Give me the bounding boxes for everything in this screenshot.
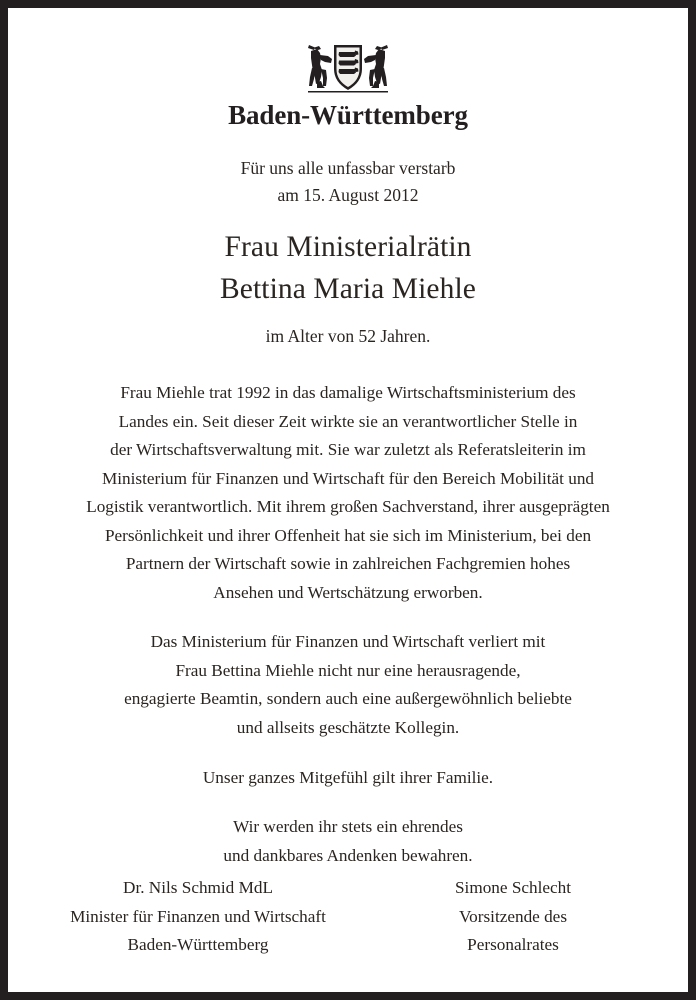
paragraph-2-line-2: Frau Bettina Miehle nicht nur eine herausragende, xyxy=(175,660,521,680)
signature-right xyxy=(363,874,663,960)
intro-line-2: am 15. August 2012 xyxy=(277,184,419,205)
paragraph-1-line-6: Persönlichkeit und ihrer Offenheit hat sie sich im Ministerium, bei den xyxy=(104,525,592,545)
paragraph-4-line-2: und dankbares Andenken bewahren. xyxy=(223,845,473,865)
signature-right-role-1: Vorsitzende des xyxy=(458,906,568,926)
signature-block xyxy=(8,874,688,960)
paragraph-1-line-1: Frau Miehle trat 1992 in das damalige Wirtschaftsministerium des xyxy=(120,382,576,402)
obituary-notice-page xyxy=(8,8,688,992)
deceased-name-block xyxy=(220,226,476,311)
body-paragraph-3 xyxy=(60,764,636,793)
paragraph-1-line-8: Ansehen und Wertschätzung erworben. xyxy=(213,582,483,602)
paragraph-3-line-1: Unser ganzes Mitgefühl gilt ihrer Familie. xyxy=(202,767,494,787)
signature-right-name: Simone Schlecht xyxy=(455,877,571,897)
signature-left-name: Dr. Nils Schmid MdL xyxy=(123,877,273,897)
baden-wuerttemberg-coat-of-arms-icon xyxy=(299,38,397,96)
deceased-name: Bettina Maria Miehle xyxy=(220,273,476,305)
body-copy xyxy=(60,349,636,870)
body-paragraph-4 xyxy=(60,813,636,870)
signature-left-role: Minister für Finanzen und Wirtschaft xyxy=(70,906,326,926)
body-paragraph-1 xyxy=(60,379,636,607)
paragraph-1-line-7: Partnern der Wirtschaft sowie in zahlreichen Fachgremien hohes xyxy=(125,554,571,574)
paragraph-1-line-4: Ministerium für Finanzen und Wirtschaft für den Bereich Mobilität und xyxy=(101,468,595,488)
signature-right-role-2: Personalrates xyxy=(467,935,559,955)
paragraph-1-line-2: Landes ein. Seit dieser Zeit wirkte sie an verantwortlicher Stelle in xyxy=(118,411,578,431)
paragraph-2-line-4: und allseits geschätzte Kollegin. xyxy=(236,717,460,737)
signature-left-state: Baden-Württemberg xyxy=(127,935,269,955)
crest-block xyxy=(228,38,468,129)
crest-wordmark: Baden-Württemberg xyxy=(228,100,468,130)
deceased-age: im Alter von 52 Jahren. xyxy=(265,326,431,347)
intro-block xyxy=(241,155,456,208)
paragraph-1-line-5: Logistik verantwortlich. Mit ihrem großen Sachverstand, ihrer ausgeprägten xyxy=(86,497,610,517)
paragraph-1-line-3: der Wirtschaftsverwaltung mit. Sie war zuletzt als Referatsleiterin im xyxy=(110,440,586,460)
paragraph-2-line-3: engagierte Beamtin, sondern auch eine außergewöhnlich beliebte xyxy=(124,689,572,709)
body-paragraph-2 xyxy=(60,628,636,742)
paragraph-4-line-1: Wir werden ihr stets ein ehrendes xyxy=(233,817,463,837)
intro-line-1: Für uns alle unfassbar verstarb xyxy=(240,158,456,179)
signature-left xyxy=(33,874,363,960)
deceased-title: Frau Ministerialrätin xyxy=(224,230,472,263)
paragraph-2-line-1: Das Ministerium für Finanzen und Wirtschaft verliert mit xyxy=(150,632,546,652)
